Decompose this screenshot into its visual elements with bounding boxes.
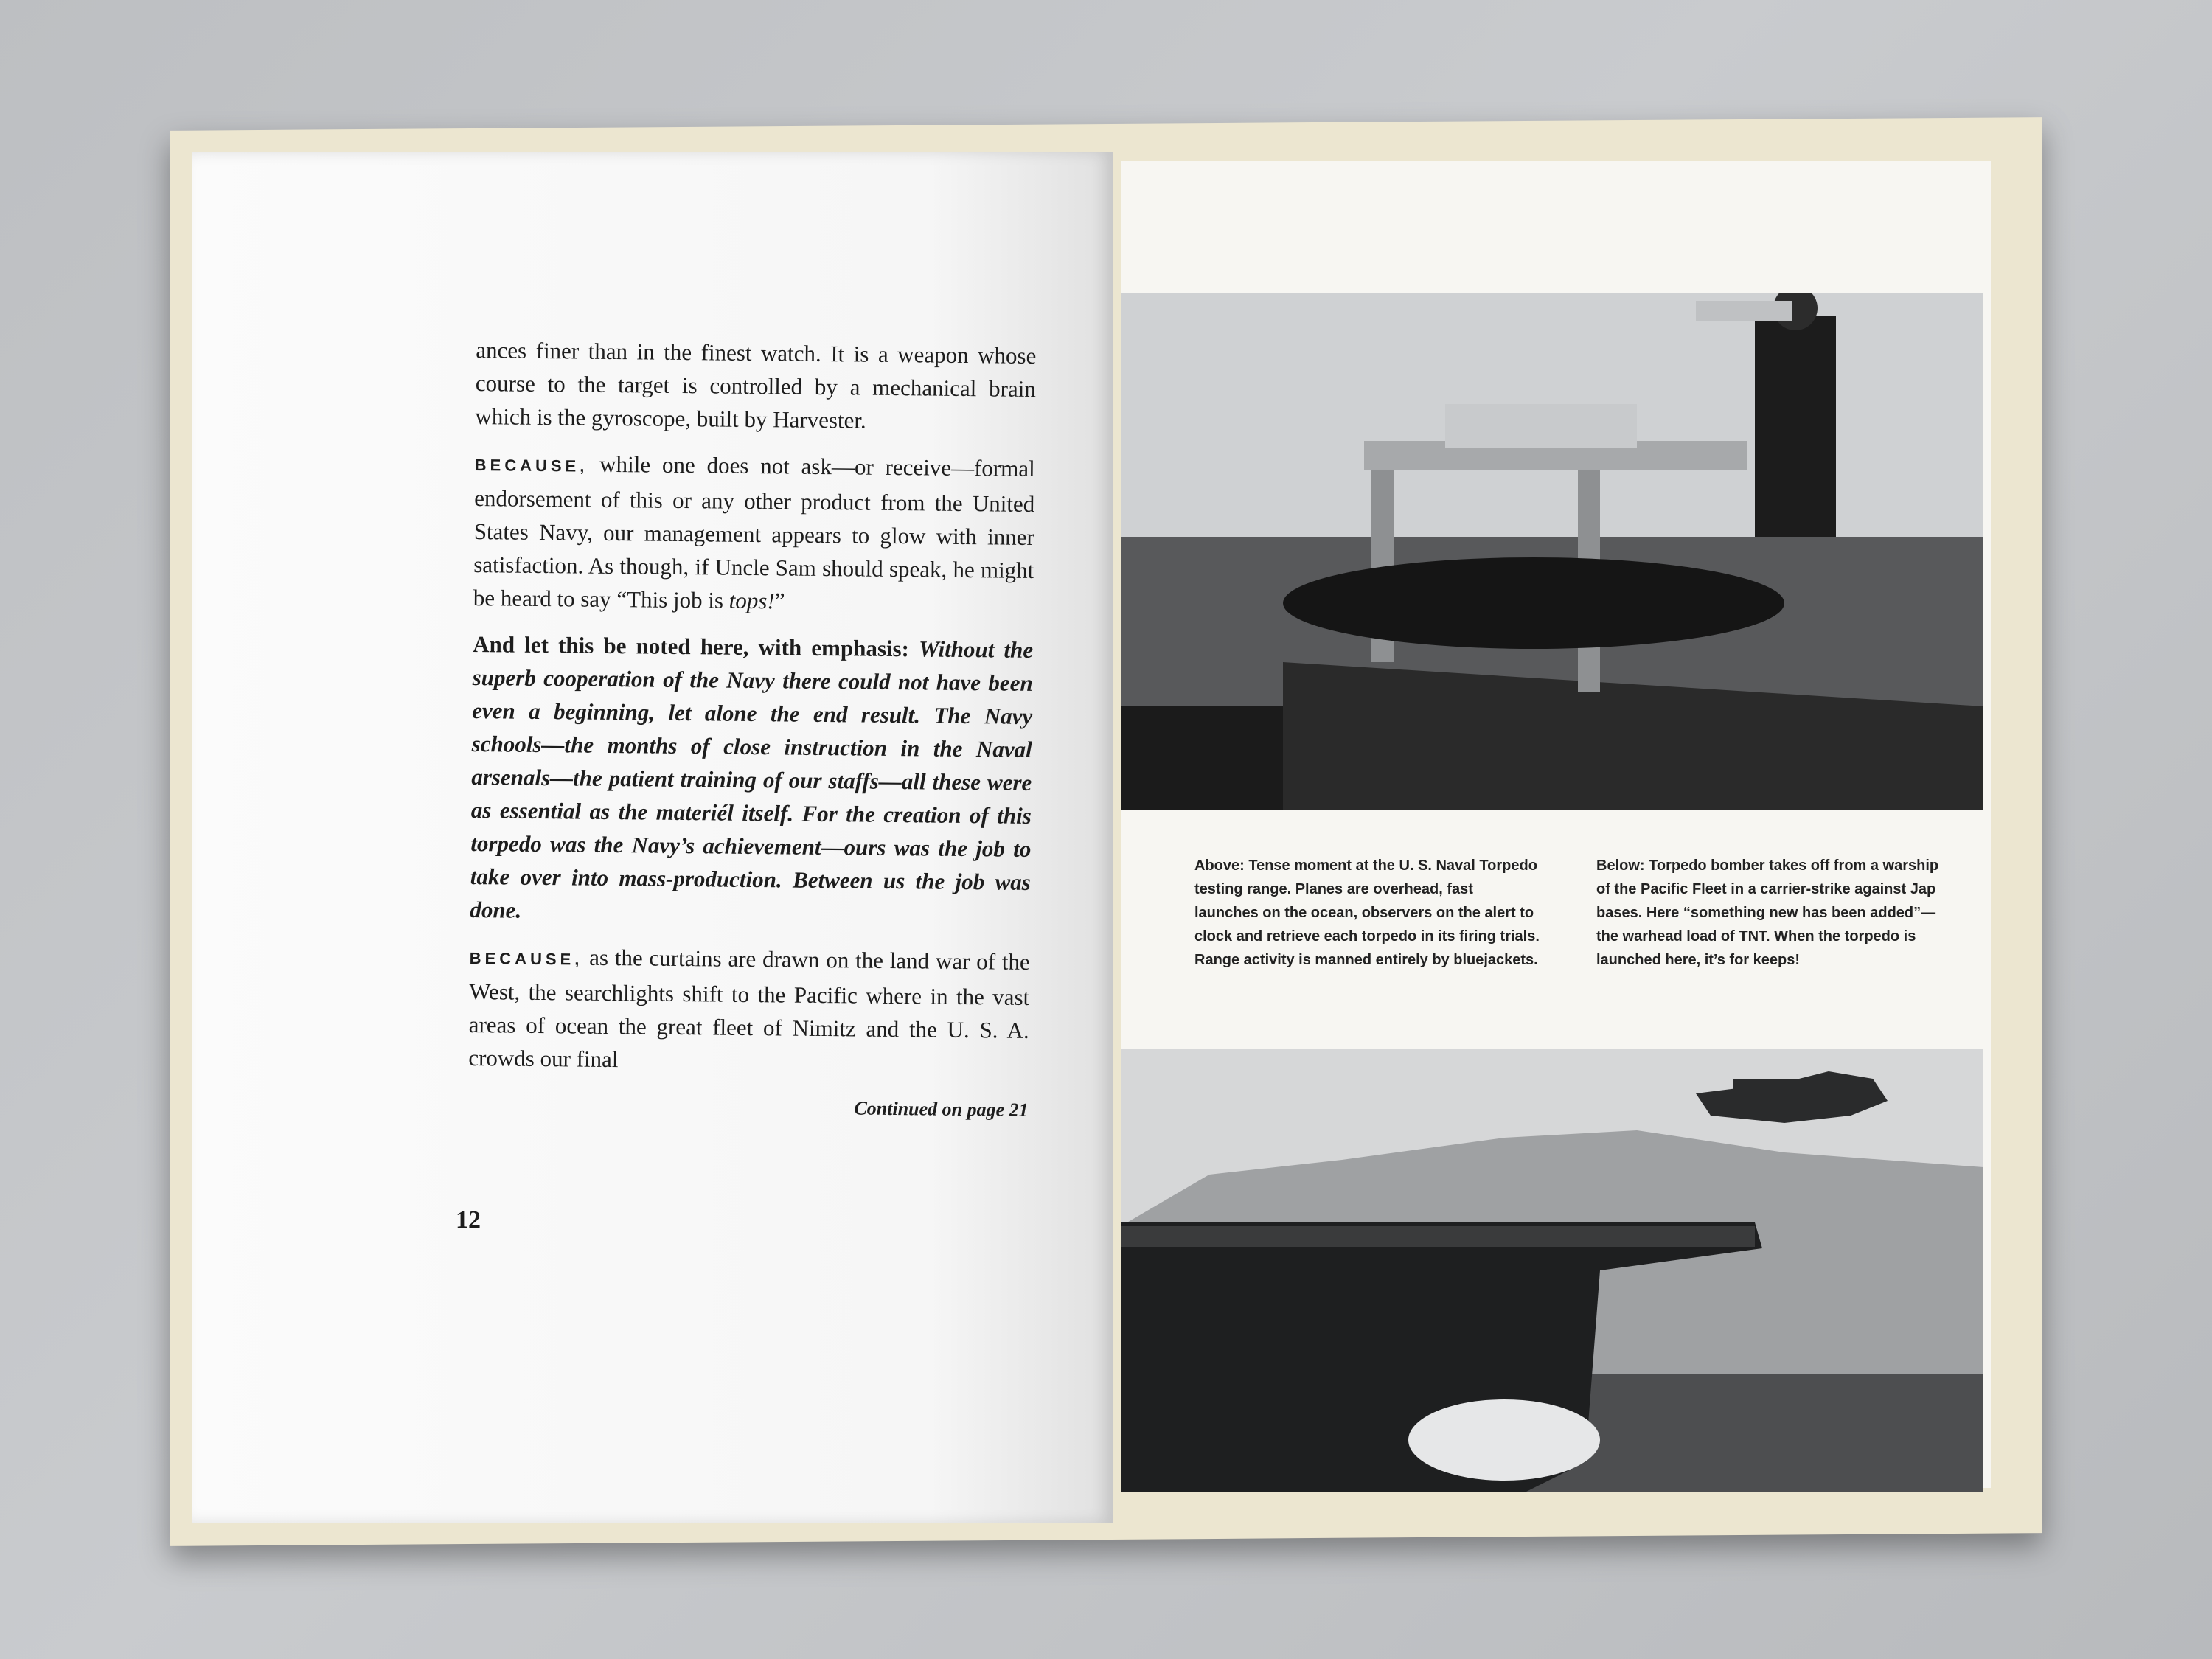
carrier-photo-illustration [1121, 1049, 1983, 1492]
paragraph-4 [468, 939, 1030, 1080]
paragraph-2 [473, 446, 1035, 620]
emphasis-body: Without the superb cooperation of the Navy there could not have been even a beginning, let alone the end result. The Navy schools—the months of close instruction in the Naval arsenals—the patient training of our staffs—all these were as essential as the materiél itself. For the creation of this torpedo was the Navy’s achievement—ours was the job to take over into mass-production. Between us the job was done. [470, 636, 1034, 923]
paragraph-2-italic: tops! [728, 587, 775, 614]
because-keyword: BECAUSE, [469, 949, 583, 969]
continued-note: Continued on page 21 [854, 1097, 1029, 1121]
torpedo-photo-illustration [1121, 293, 1983, 810]
caption-below-text: Torpedo bomber takes off from a warship of the Pacific Fleet in a carrier-strike against Jap bases. Here “something new has been added”—the warhead load of TNT. When the torpedo is launched here, it’s for keeps! [1596, 858, 1939, 968]
caption-above-text: Tense moment at the U. S. Naval Torpedo testing range. Planes are overhead, fast launches on the ocean, observers on the alert to clock and retrieve each torpedo in its firing trials. Range activity is manned entirely by bluejackets. [1194, 858, 1540, 968]
left-page [192, 152, 1113, 1523]
caption-below-head: Below: [1596, 858, 1645, 874]
caption-above [1194, 854, 1541, 972]
body-text [467, 333, 1036, 1127]
right-page [1121, 161, 1991, 1488]
paragraph-1: ances finer than in the finest watch. It is a weapon whose course to the target is controlled by a mechanical brain which is the gyroscope, built by Harvester. [475, 337, 1037, 434]
because-keyword: BECAUSE, [474, 456, 588, 476]
emphasis-lead: And let this be noted here, with emphasis: [473, 631, 910, 662]
caption-below [1596, 854, 1943, 972]
carrier-takeoff-photo [1121, 1049, 1983, 1492]
paragraph-4-text: as the curtains are drawn on the land war of the West, the searchlights shift to the Pacific where in the vast areas of ocean the great fleet of Nimitz and the U. S. A. crowds our final [468, 944, 1030, 1073]
open-booklet [170, 124, 2042, 1540]
paragraph-2-text-a: while one does not ask—or receive—formal endorsement of this or any other product from the United States Navy, our management appears to glow with inner satisfaction. As though, if Uncle Sam should speak, he might be heard to say “This job is [473, 451, 1035, 613]
paragraph-2-text-b: ” [774, 588, 785, 614]
paragraph-3 [470, 627, 1033, 932]
caption-above-head: Above: [1194, 858, 1245, 874]
torpedo-testing-photo [1121, 293, 1983, 810]
page-number: 12 [456, 1206, 481, 1234]
